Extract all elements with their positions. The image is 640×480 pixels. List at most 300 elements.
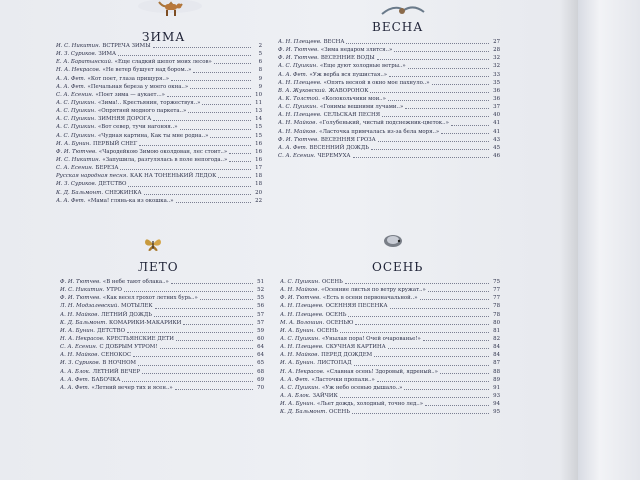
entry-list <box>280 278 500 416</box>
entry-title: ВСТРЕЧА ЗИМЫ <box>102 42 151 49</box>
entry-page-number: 43 <box>493 136 500 143</box>
dot-leader <box>423 339 489 341</box>
entry-author: А. С. Пушкин. <box>280 384 320 391</box>
dot-leader <box>171 282 253 284</box>
toc-entry <box>56 156 262 164</box>
toc-entry <box>56 189 262 197</box>
entry-title: «Поет зима — аукает...» <box>95 91 165 98</box>
entry-title: КРЕСТЬЯНСКИЕ ДЕТИ <box>106 335 174 342</box>
entry-title: С ДОБРЫМ УТРОМ! <box>99 344 158 351</box>
entry-title: БАБОЧКА <box>91 376 121 383</box>
section-heading: ВЕСНА <box>372 20 424 34</box>
entry-author: А. Н. Майков. <box>280 287 320 294</box>
entry-author: И. А. Бунин. <box>280 401 316 408</box>
toc-entry <box>278 111 500 119</box>
entry-author: Н. А. Некрасов. <box>60 335 105 342</box>
toc-entry <box>56 180 262 188</box>
dot-leader <box>139 144 251 146</box>
dot-leader <box>428 290 489 292</box>
entry-title: «Голубенький, чистый подснежник-цветок..» <box>319 120 449 127</box>
entry-title: МОТЫЛЕК <box>121 303 153 310</box>
entry-page-number: 16 <box>255 148 262 155</box>
entry-title: «Чародейкою Зимою околдован, лес стоит..» <box>98 148 228 155</box>
dot-leader <box>200 298 253 300</box>
section-summer <box>60 260 264 420</box>
dot-leader <box>190 87 251 89</box>
toc-entry <box>56 123 262 131</box>
entry-title: «Осенние листья по ветру кружат..» <box>321 287 426 294</box>
entry-title: ПЕРЕД ДОЖДЕМ <box>321 352 373 359</box>
entry-title: «Не ветер бушует над бором..» <box>102 67 192 74</box>
entry-title: «Уж небо осенью дышало..» <box>321 384 403 391</box>
entry-page-number: 78 <box>493 311 500 318</box>
toc-entry <box>56 172 262 180</box>
entry-author: А. Н. Плещеев. <box>280 311 324 318</box>
dot-leader <box>128 185 251 187</box>
entry-author: К. Д. Бальмонт. <box>56 189 104 196</box>
toc-entry <box>280 335 500 343</box>
toc-entry <box>280 408 500 416</box>
toc-entry <box>60 327 264 335</box>
entry-author: А. С. Пушкин. <box>278 63 318 70</box>
toc-entry <box>60 302 264 310</box>
entry-page-number: 2 <box>258 42 262 49</box>
dot-leader <box>352 412 489 414</box>
entry-page-number: 27 <box>493 38 500 45</box>
entry-author: С. А. Есенин. <box>278 152 316 159</box>
entry-title: «Как весел грохот летних бурь..» <box>102 295 198 302</box>
entry-title: ДЕТСТВО <box>98 181 127 188</box>
entry-title: ЗИМА <box>98 51 117 58</box>
toc-entry <box>280 359 500 367</box>
dot-leader <box>153 119 251 121</box>
bird-illustration-icon <box>372 2 432 18</box>
toc-entry <box>60 359 264 367</box>
entry-page-number: 91 <box>493 384 500 391</box>
toc-entry <box>60 384 264 392</box>
dot-leader <box>229 152 251 154</box>
toc-entry <box>280 384 500 392</box>
entry-page-number: 15 <box>255 124 262 131</box>
entry-author: А. Н. Майков. <box>60 352 100 359</box>
entry-page-number: 65 <box>257 360 264 367</box>
toc-entry <box>278 136 500 144</box>
entry-page-number: 36 <box>493 95 500 102</box>
entry-title: В НОЧНОМ <box>102 360 137 367</box>
entry-page-number: 20 <box>255 189 262 196</box>
toc-entry <box>280 327 500 335</box>
entry-title: «Льет дождь, холодный, точно лед..» <box>317 401 424 408</box>
entry-title: ОСЕНЬ <box>325 311 347 318</box>
entry-author: А. Н. Плещеев. <box>280 303 324 310</box>
toc-entry <box>56 132 262 140</box>
entry-page-number: 82 <box>493 335 500 342</box>
dot-leader <box>377 58 489 60</box>
entry-author: А. С. Пушкин. <box>56 99 96 106</box>
dot-leader <box>160 347 254 349</box>
entry-title: «Зима!.. Крестьянин, торжествуя..» <box>97 99 201 106</box>
entry-title: ОСЕНЬЮ <box>326 319 354 326</box>
entry-page-number: 18 <box>255 181 262 188</box>
entry-page-number: 28 <box>493 47 500 54</box>
toc-entry <box>60 311 264 319</box>
butterfly-illustration-icon <box>144 236 162 252</box>
entry-title: ЛЕТНИЙ ВЕЧЕР <box>92 368 141 375</box>
entry-title: «Запушила, разгулялась в поле непогода..» <box>102 156 228 163</box>
dot-leader <box>124 290 253 292</box>
entry-page-number: 80 <box>493 319 500 326</box>
dot-leader <box>432 83 489 85</box>
toc-entry <box>56 164 262 172</box>
entry-author: А. А. Фет. <box>56 75 86 82</box>
dot-leader <box>144 193 251 195</box>
entry-page-number: 9 <box>258 83 262 90</box>
toc-entry <box>280 286 500 294</box>
entry-author: Русская народная песня. <box>56 173 128 180</box>
entry-page-number: 45 <box>493 144 500 151</box>
dot-leader <box>345 282 489 284</box>
toc-entry <box>278 128 500 136</box>
entry-author: А. А. Фет. <box>278 144 308 151</box>
entry-page-number: 89 <box>493 376 500 383</box>
entry-author: Ф. И. Тютчев. <box>278 136 319 143</box>
dot-leader <box>153 46 252 48</box>
dot-leader <box>176 201 251 203</box>
toc-entry <box>278 152 500 160</box>
toc-entry <box>56 75 262 83</box>
entry-page-number: 70 <box>257 384 264 391</box>
entry-author: И. А. Бунин. <box>280 360 316 367</box>
entry-page-number: 11 <box>255 99 262 106</box>
entry-page-number: 84 <box>493 352 500 359</box>
entry-title: «Колокольчики мои..» <box>321 95 386 102</box>
entry-title: ЖАВОРОНОК <box>328 87 369 94</box>
entry-page-number: 5 <box>258 51 262 58</box>
dot-leader <box>354 364 489 366</box>
dot-leader <box>183 323 253 325</box>
toc-entry <box>280 351 500 359</box>
entry-page-number: 41 <box>493 120 500 127</box>
entry-title: СНЕЖИНКА <box>105 189 142 196</box>
animal-illustration-icon <box>135 0 205 18</box>
entry-list <box>56 42 262 205</box>
entry-page-number: 57 <box>257 319 264 326</box>
entry-page-number: 55 <box>257 295 264 302</box>
entry-author: С. А. Есенин. <box>56 91 94 98</box>
entry-author: А. А. Фет. <box>56 83 86 90</box>
entry-title: ОСЕНЬ <box>329 409 350 416</box>
dot-leader <box>122 380 253 382</box>
dot-leader <box>353 156 490 158</box>
entry-page-number: 88 <box>493 368 500 375</box>
entry-page-number: 40 <box>493 112 500 119</box>
entry-title: ВЕСЕННИЕ ВОДЫ <box>320 55 375 62</box>
entry-author: И. С. Никитин. <box>56 42 101 49</box>
dot-leader <box>405 107 489 109</box>
toc-entry <box>56 148 262 156</box>
dot-leader <box>425 404 489 406</box>
entry-list <box>60 278 264 392</box>
toc-entry <box>278 103 500 111</box>
entry-page-number: 57 <box>257 311 264 318</box>
entry-author: А. А. Блок. <box>280 392 311 399</box>
toc-entry <box>56 140 262 148</box>
entry-author: Ф. И. Тютчев. <box>60 278 101 285</box>
entry-page-number: 16 <box>255 156 262 163</box>
entry-author: А. А. Блок. <box>60 368 91 375</box>
entry-title: ПЕРВЫЙ СНЕГ <box>93 140 138 147</box>
entry-page-number: 78 <box>493 303 500 310</box>
entry-page-number: 32 <box>493 55 500 62</box>
entry-author: А. Н. Плещеев. <box>278 112 322 119</box>
entry-author: М. А. Волошин. <box>280 319 325 326</box>
toc-entry <box>60 376 264 384</box>
entry-author: А. А. Фет. <box>56 197 86 204</box>
entry-title: ЛЕТНИЙ ДОЖДЬ <box>101 311 152 318</box>
entry-author: И. С. Никитин. <box>60 287 105 294</box>
page-edge <box>578 0 640 480</box>
entry-author: Ф. И. Тютчев. <box>280 295 321 302</box>
section-heading: ЛЕТО <box>138 260 179 274</box>
dot-leader <box>420 298 490 300</box>
entry-title: «Опять весной в окно мое пахнуло..» <box>323 79 430 86</box>
entry-title: «Еще дуют холодные ветры..» <box>319 63 406 70</box>
toc-entry <box>278 71 500 79</box>
entry-author: А. С. Пушкин. <box>278 104 318 111</box>
entry-title: СКУЧНАЯ КАРТИНА <box>325 344 386 351</box>
dot-leader <box>382 115 489 117</box>
entry-author: А. К. Толстой. <box>278 95 320 102</box>
section-heading: ЗИМА <box>142 30 186 44</box>
dot-leader <box>348 315 489 317</box>
toc-entry <box>278 144 500 152</box>
entry-author: А. А. Фет. <box>278 71 308 78</box>
entry-title: ЗИМНЯЯ ДОРОГА <box>97 116 152 123</box>
entry-page-number: 68 <box>257 368 264 375</box>
entry-page-number: 13 <box>255 108 262 115</box>
toc-entry <box>60 286 264 294</box>
entry-title: ЗАЙЧИК <box>312 392 338 399</box>
toc-entry <box>280 302 500 310</box>
entry-author: Л. Н. Модзалевский. <box>60 303 120 310</box>
toc-entry <box>278 38 500 46</box>
dot-leader <box>120 168 251 170</box>
entry-page-number: 35 <box>493 79 500 86</box>
dot-leader <box>188 111 251 113</box>
dot-leader <box>374 355 489 357</box>
entry-author: И. А. Бунин. <box>280 327 316 334</box>
entry-author: С. А. Есенин. <box>56 165 94 172</box>
entry-title: «Чудная картина, Как ты мне родна..» <box>97 132 209 139</box>
entry-author: А. Н. Плещеев. <box>280 344 324 351</box>
entry-author: Ф. И. Тютчев. <box>60 295 101 302</box>
dot-leader <box>171 79 251 81</box>
dot-leader <box>202 103 251 105</box>
dot-leader <box>167 95 251 97</box>
dot-leader <box>378 140 489 142</box>
entry-author: И. С. Никитин. <box>56 156 101 163</box>
toc-entry <box>278 62 500 70</box>
dot-leader <box>389 75 489 77</box>
entry-page-number: 16 <box>255 140 262 147</box>
dot-leader <box>377 380 489 382</box>
entry-page-number: 17 <box>255 165 262 172</box>
entry-title: «Кот поет, глаза прищуря..» <box>87 75 170 82</box>
toc-entry <box>56 107 262 115</box>
entry-title: КАК НА ТОНЕНЬКИЙ ЛЕДОК <box>129 173 217 180</box>
entry-author: А. Н. Майков. <box>278 120 318 127</box>
dot-leader <box>451 124 489 126</box>
dot-leader <box>118 54 251 56</box>
entry-author: В. А. Жуковский. <box>278 87 327 94</box>
entry-page-number: 41 <box>493 128 500 135</box>
entry-page-number: 32 <box>493 63 500 70</box>
entry-page-number: 37 <box>493 104 500 111</box>
toc-entry <box>278 46 500 54</box>
entry-author: И. З. Суриков. <box>56 181 97 188</box>
entry-author: К. Д. Бальмонт. <box>280 409 328 416</box>
entry-author: А. С. Пушкин. <box>56 132 96 139</box>
entry-page-number: 51 <box>257 278 264 285</box>
toc-entry <box>56 99 262 107</box>
entry-page-number: 84 <box>493 344 500 351</box>
entry-page-number: 14 <box>255 116 262 123</box>
entry-page-number: 22 <box>255 197 262 204</box>
entry-title: ЛИСТОПАД <box>317 360 352 367</box>
entry-author: И. З. Суриков. <box>56 51 97 58</box>
entry-title: ОСЕНЬ <box>317 327 338 334</box>
entry-author: И. З. Суриков. <box>60 360 101 367</box>
toc-entry <box>60 278 264 286</box>
toc-entry <box>56 42 262 50</box>
dot-leader <box>408 67 489 69</box>
entry-author: А. А. Фет. <box>60 376 90 383</box>
entry-title: «Мама! глянь-ка из окошка..» <box>87 197 174 204</box>
entry-author: Ф. И. Тютчев. <box>56 148 97 155</box>
toc-entry <box>60 335 264 343</box>
dot-leader <box>142 372 253 374</box>
entry-author: А. С. Пушкин. <box>280 278 320 285</box>
entry-author: А. С. Пушкин. <box>280 335 320 342</box>
toc-entry <box>56 91 262 99</box>
toc-entry <box>278 79 500 87</box>
toc-entry <box>278 54 500 62</box>
dot-leader <box>355 323 489 325</box>
entry-author: А. С. Пушкин. <box>56 108 96 115</box>
entry-page-number: 77 <box>493 295 500 302</box>
dot-leader <box>218 176 251 178</box>
entry-author: А. Н. Майков. <box>280 352 320 359</box>
entry-title: «Еще сладкий шепот моих лесов» <box>114 59 212 66</box>
entry-page-number: 15 <box>255 132 262 139</box>
entry-author: А. Н. Плещеев. <box>278 38 322 45</box>
toc-entry <box>60 343 264 351</box>
entry-page-number: 64 <box>257 344 264 351</box>
entry-author: А. Н. Майков. <box>60 311 100 318</box>
dot-leader <box>155 307 254 309</box>
entry-page-number: 64 <box>257 352 264 359</box>
toc-entry <box>60 351 264 359</box>
dot-leader <box>371 148 489 150</box>
entry-author: Ф. И. Тютчев. <box>278 55 319 62</box>
dot-leader <box>127 331 253 333</box>
dot-leader <box>370 91 489 93</box>
entry-page-number: 9 <box>258 75 262 82</box>
entry-title: КОМАРИКИ-МАКАРИКИ <box>109 319 182 326</box>
toc-entry <box>56 66 262 74</box>
entry-author: А. С. Пушкин. <box>56 116 96 123</box>
entry-author: Н. А. Некрасов. <box>280 368 325 375</box>
entry-title: «Ласточки пропали..» <box>311 376 375 383</box>
toc-entry <box>280 311 500 319</box>
dot-leader <box>175 388 253 390</box>
entry-title: УТРО <box>106 287 122 294</box>
entry-title: ОСЕННЯЯ ПЕСЕНКА <box>325 303 388 310</box>
dot-leader <box>154 315 253 317</box>
entry-page-number: 77 <box>493 287 500 294</box>
entry-title: ОСЕНЬ <box>321 278 343 285</box>
entry-page-number: 6 <box>258 59 262 66</box>
dot-leader <box>390 307 489 309</box>
dot-leader <box>176 339 253 341</box>
entry-author: А. С. Пушкин. <box>56 124 96 131</box>
entry-page-number: 60 <box>257 335 264 342</box>
entry-title: «Опрятней модного паркета..» <box>97 108 187 115</box>
entry-page-number: 95 <box>493 409 500 416</box>
entry-page-number: 56 <box>257 303 264 310</box>
dot-leader <box>394 50 489 52</box>
dot-leader <box>388 99 489 101</box>
section-heading: ОСЕНЬ <box>372 260 424 274</box>
toc-entry <box>280 376 500 384</box>
toc-entry <box>278 95 500 103</box>
hedgehog-illustration-icon <box>382 232 404 248</box>
entry-author: А. Н. Плещеев. <box>278 79 322 86</box>
entry-author: С. А. Есенин. <box>60 344 98 351</box>
entry-page-number: 93 <box>493 392 500 399</box>
entry-author: Ф. И. Тютчев. <box>278 47 319 54</box>
entry-page-number: 75 <box>493 278 500 285</box>
section-autumn <box>280 260 500 450</box>
dot-leader <box>340 396 489 398</box>
dot-leader <box>388 347 489 349</box>
entry-title: «Ласточка примчалась из-за бела моря..» <box>319 128 440 135</box>
entry-page-number: 81 <box>493 327 500 334</box>
entry-page-number: 59 <box>257 327 264 334</box>
entry-page-number: 87 <box>493 360 500 367</box>
entry-title: «Есть в осени первоначальной..» <box>322 295 418 302</box>
entry-page-number: 46 <box>493 152 500 159</box>
toc-entry <box>280 400 500 408</box>
toc-entry <box>60 294 264 302</box>
entry-page-number: 52 <box>257 287 264 294</box>
dot-leader <box>214 62 251 64</box>
entry-title: ДЕТСТВО <box>97 327 126 334</box>
entry-title: «Вот север, тучи нагоняя..» <box>97 124 178 131</box>
entry-author: А. А. Фет. <box>280 376 310 383</box>
entry-page-number: 94 <box>493 401 500 408</box>
entry-page-number: 18 <box>255 173 262 180</box>
dot-leader <box>346 42 489 44</box>
entry-title: «Гонимы вешними лучами..» <box>319 104 404 111</box>
entry-title: БЕРЕЗА <box>95 165 119 172</box>
dot-leader <box>441 132 489 134</box>
entry-page-number: 33 <box>493 71 500 78</box>
dot-leader <box>193 71 251 73</box>
entry-author: А. Н. Майков. <box>278 128 318 135</box>
toc-entry <box>60 319 264 327</box>
dot-leader <box>133 355 253 357</box>
